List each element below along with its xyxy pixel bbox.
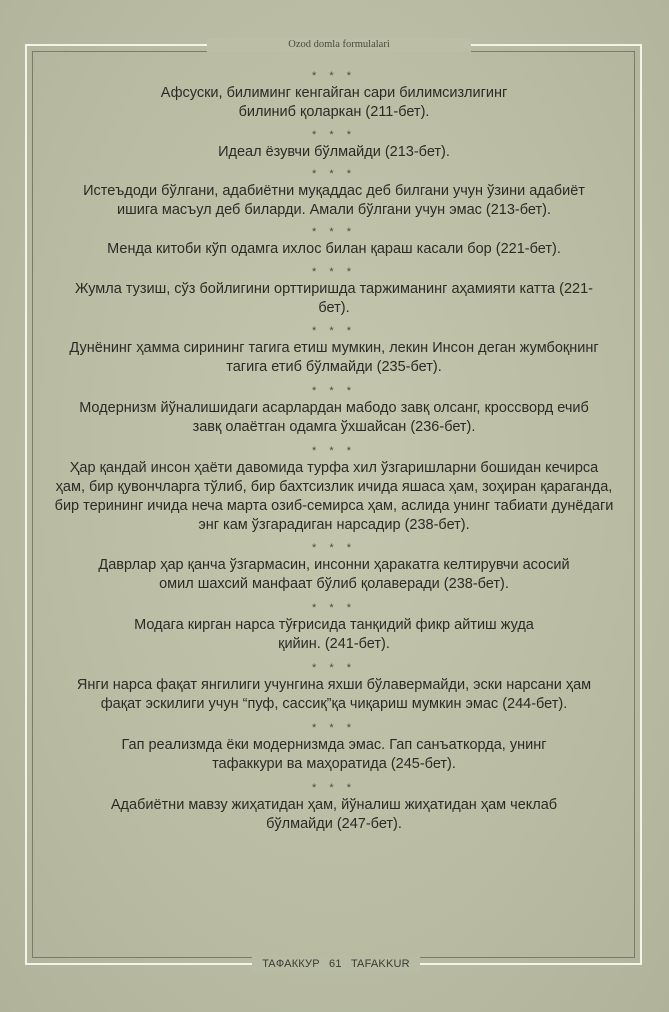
separator: * * * — [312, 70, 356, 82]
separator: * * * — [312, 325, 356, 337]
separator: * * * — [312, 782, 356, 794]
separator: * * * — [312, 385, 356, 397]
quote-item: Даврлар ҳар қанча ўзгармасин, инсонни ҳаракатга келтирувчи асосий омил шахсий манфаат бўлиб қолаверади (238-бет). — [98, 557, 570, 592]
page-number: 61 — [329, 958, 342, 970]
separator: * * * — [312, 226, 356, 238]
quote-item: Адабиётни мавзу жиҳатидан ҳам, йўналиш жиҳатидан ҳам чеклаб бўлмайди (247-бет). — [110, 797, 558, 832]
separator: * * * — [312, 266, 356, 278]
separator: * * * — [312, 602, 356, 614]
quote-item: Гап реализмда ёки модернизмда эмас. Гап санъаткорда, унинг тафаккури ва маҳоратида (245-бет). — [121, 737, 547, 772]
quote-item: Модернизм йўналишидаги асарлардан мабодо завқ олсанг, кроссворд ечиб завқ олаётган одамга ўхшайсан (236-бет). — [79, 400, 589, 435]
separator: * * * — [312, 445, 356, 457]
quote-item: Истеъдоди бўлгани, адабиётни муқаддас деб билгани учун ўзини адабиёт ишига масъул деб биларди. Амали бўлгани учун эмас (213-бет). — [83, 183, 585, 218]
quote-item: Ҳар қандай инсон ҳаёти давомида турфа хил ўзгаришларни бошидан кечирса ҳам, бир қувончларга тўлиб, бир бахтсизлик ичида яшаса ҳам, зоҳиран қараганда, бир терининг ичида неча марта озиб-семирса ҳам, аслида унинг табиати дунёдаги энг кам ўзгарадиган нарсадир (238-бет). — [54, 460, 614, 533]
footer-journal-cyrillic: TAФАККУР — [262, 958, 320, 970]
separator: * * * — [312, 168, 356, 180]
separator: * * * — [312, 542, 356, 554]
quote-item: Янги нарса фақат янгилиги учунгина яхши бўлавермайди, эски нарсани ҳам фақат эскилиги учун “пуф, сассиқ”қа чиқариш мумкин эмас (244-бет). — [76, 677, 592, 712]
quotes-list — [40, 68, 628, 834]
quote-item: Дунёнинг ҳамма сирининг тагига етиш мумкин, лекин Инсон деган жумбоқнинг тагига етиб бўлмайди (235-бет). — [69, 340, 599, 375]
separator: * * * — [312, 662, 356, 674]
quote-item: Идеал ёзувчи бўлмайди (213-бет). — [218, 144, 450, 160]
footer-journal-latin: TAFAKKUR — [350, 958, 410, 970]
quote-item: Афсуски, билиминг кенгайган сари билимсизлигинг билиниб қоларкан (211-бет). — [160, 85, 508, 120]
running-footer — [252, 956, 420, 972]
quote-item: Менда китоби кўп одамга ихлос билан қараш касали бор (221-бет). — [107, 241, 561, 257]
separator: * * * — [312, 722, 356, 734]
quote-item: Модага кирган нарса тўғрисида танқидий фикр айтиш жуда қийин. (241-бет). — [134, 617, 534, 652]
running-header: Ozod domla formulalari — [207, 38, 471, 52]
separator: * * * — [312, 129, 356, 141]
quote-item: Жумла тузиш, сўз бойлигини орттиришда таржиманинг аҳамияти катта (221-бет). — [74, 281, 593, 316]
